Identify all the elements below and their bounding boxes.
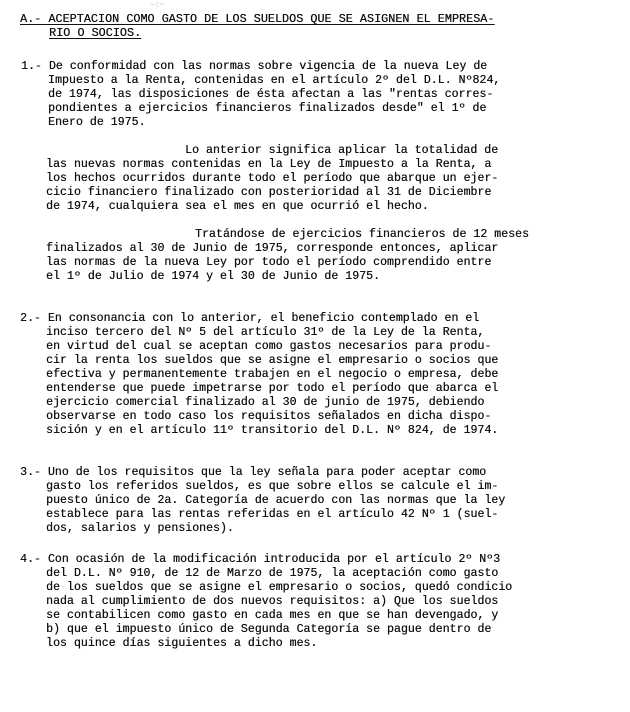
scan-artifact: ~:~	[150, 1, 165, 10]
point-4-line: 4.- Con ocasión de la modificación introducida por el artículo 2º Nº3	[20, 553, 501, 566]
point-2-line: entenderse que puede impetrarse por todo el período que abarca el	[46, 382, 499, 395]
point-1-line: pondientes a ejercicios financieros finalizados desde" el 1º de	[48, 102, 487, 115]
point-3-line: 3.- Uno de los requisitos que la ley señala para poder aceptar como	[20, 466, 487, 479]
point-4-line: b) que el impuesto único de Segunda Categoría se pague dentro de	[46, 623, 492, 636]
point-3-line: gasto los referidos sueldos, es que sobre ellos se calcule el im-	[46, 480, 499, 493]
point-3-line: dos, salarios y pensiones).	[46, 522, 234, 535]
point-2-line: en virtud del cual se aceptan como gastos necesarios para produ-	[46, 340, 492, 353]
point-1-paragraph-3-line: finalizados al 30 de Junio de 1975, corresponde entonces, aplicar	[46, 242, 499, 255]
point-2-line: sición y en el artículo 11º transitorio del D.L. Nº 824, de 1974.	[46, 424, 499, 437]
point-4-line: del D.L. Nº 910, de 12 de Marzo de 1975, la aceptación como gasto	[46, 567, 499, 580]
point-4-line: los quince días siguientes a dicho mes.	[46, 637, 318, 650]
point-1-paragraph-2-line: las nuevas normas contenidas en la Ley de Impuesto a la Renta, a	[46, 158, 492, 171]
point-2-line: observarse en todo caso los requisitos señalados en dicha dispo-	[46, 410, 492, 423]
point-1-paragraph-2-line: de 1974, cualquiera sea el mes en que ocurrió el hecho.	[46, 200, 429, 213]
point-2-line: inciso tercero del Nº 5 del artículo 31º de la Ley de la Renta,	[46, 326, 485, 339]
point-1-paragraph-3-line: el 1º de Julio de 1974 y el 30 de Junio de 1975.	[46, 270, 380, 283]
point-1-paragraph-2-line: los hechos ocurridos durante todo el período que abarque un ejer-	[46, 172, 499, 185]
point-3-line: establece para las rentas referidas en el artículo 42 Nº 1 (suel-	[46, 508, 499, 521]
point-4-line: nada al cumplimiento de dos nuevos requisitos: a) Que los sueldos	[46, 595, 499, 608]
point-4-line: de los sueldos que se asigne el empresario o socios, quedó condicio	[46, 581, 513, 594]
point-1-paragraph-2-line: cicio financiero finalizado con posterioridad al 31 de Diciembre	[46, 186, 492, 199]
point-1-paragraph-2-line: Lo anterior significa aplicar la totalidad de	[185, 144, 499, 157]
point-1-line: Impuesto a la Renta, contenidas en el artículo 2º del D.L. Nº824,	[48, 74, 501, 87]
point-2-line: efectiva y permanentemente trabajen en el negocio o empresa, debe	[46, 368, 499, 381]
point-1-line: de 1974, las disposiciones de ésta afectan a las "rentas corres-	[48, 88, 494, 101]
point-1-line: 1.- De conformidad con las normas sobre vigencia de la nueva Ley de	[21, 60, 488, 73]
section-heading-line-1: A.- ACEPTACION COMO GASTO DE LOS SUELDOS QUE SE ASIGNEN EL EMPRESA-	[20, 12, 495, 26]
point-2-line: cir la renta los sueldos que se asigne el empresario o socios que	[46, 354, 499, 367]
point-2-line: ejercicio comercial finalizado al 30 de junio de 1975, debiendo	[46, 396, 485, 409]
point-1-paragraph-3-line: Tratándose de ejercicios financieros de 12 meses	[195, 228, 529, 241]
point-1-paragraph-3-line: las normas de la nueva Ley por todo el período comprendido entre	[46, 256, 492, 269]
section-heading-line-2: RIO O SOCIOS.	[49, 26, 142, 40]
point-2-line: 2.- En consonancia con lo anterior, el beneficio contemplado en el	[20, 312, 480, 325]
point-1-line: Enero de 1975.	[48, 116, 146, 129]
point-3-line: puesto único de 2a. Categoría de acuerdo con las normas que la ley	[46, 494, 506, 507]
point-4-line: se contabilicen como gasto en cada mes en que se han devengado, y	[46, 609, 499, 622]
